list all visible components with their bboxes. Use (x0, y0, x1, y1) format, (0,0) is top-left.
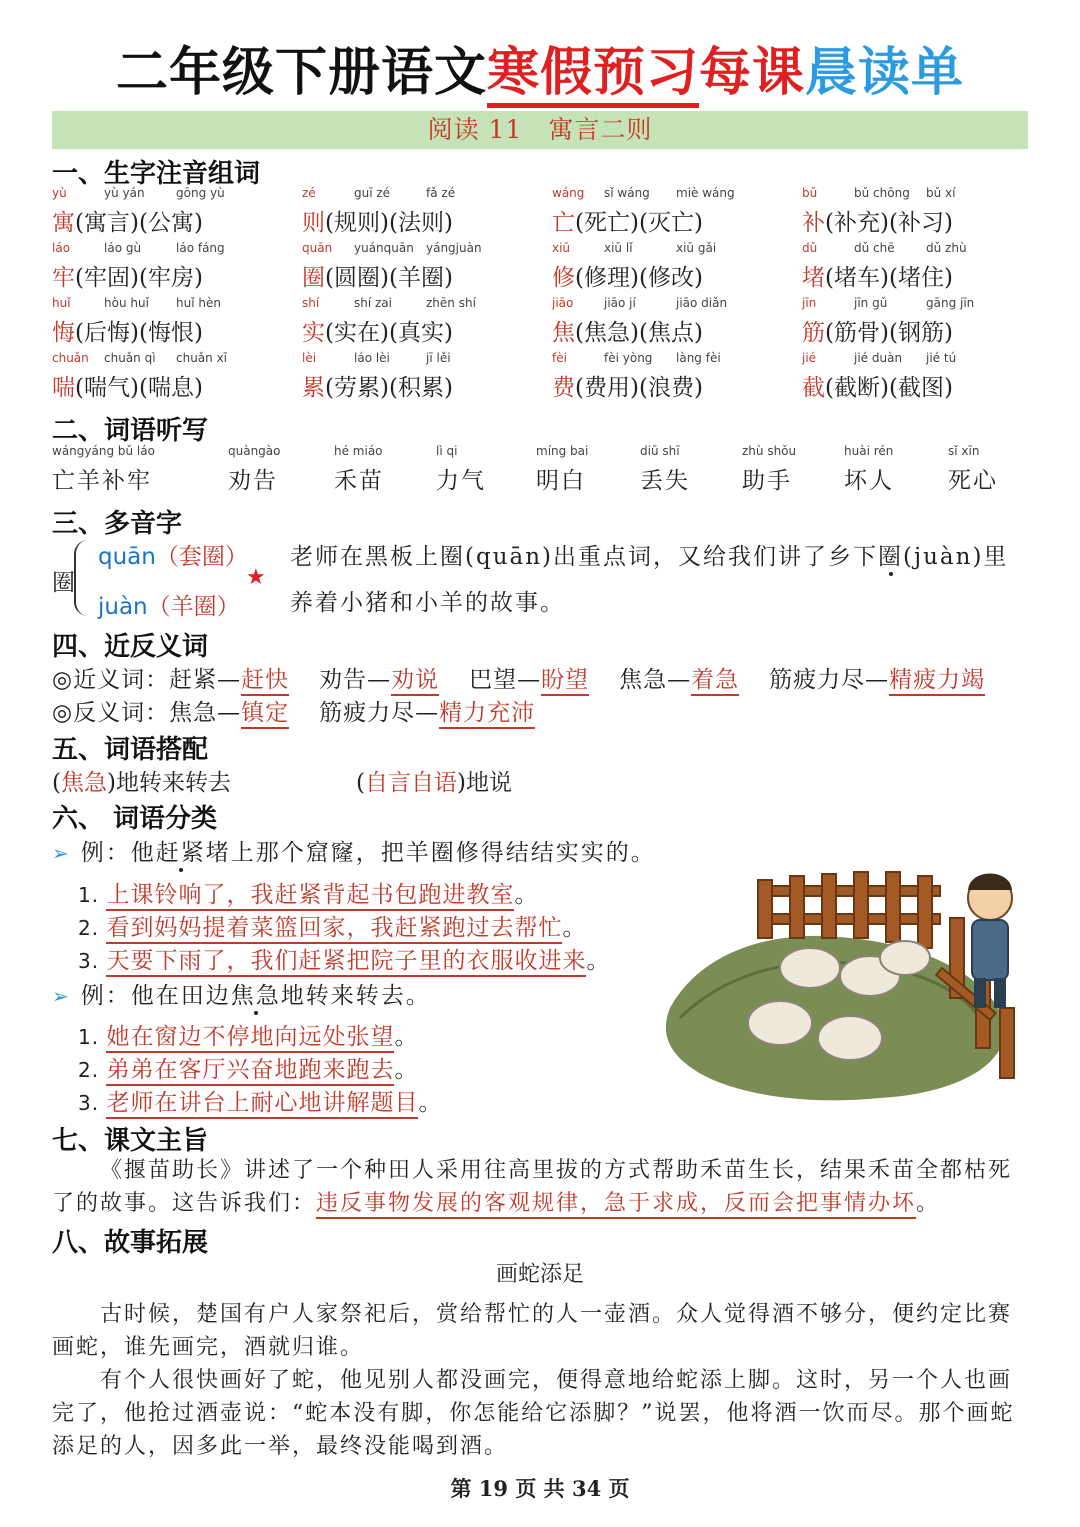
pinyin: láo fáng (176, 241, 225, 255)
dictation-item (742, 444, 796, 495)
paren: ( (75, 375, 84, 401)
antonym-pair (319, 700, 535, 726)
period: 。 (394, 1024, 419, 1050)
word: 禾苗 (334, 468, 384, 494)
target-char: 堵 (802, 265, 825, 291)
polyphone-reading-2: juàn（羊圈） (98, 594, 240, 620)
pinyin: quàngào (228, 444, 281, 458)
synonym-pair (169, 667, 289, 693)
antonym-pair (169, 700, 289, 726)
paren: ) (193, 210, 203, 236)
char-entry (52, 186, 246, 237)
char-words (802, 259, 996, 292)
theme-paragraph: 《揠苗助长》讲述了一个种田人采用往高里拔的方式帮助禾苗生长，结果禾苗全都枯死了的故事。这告诉我们：违反事物发展的客观规律，急于求成，反而会把事情办坏。 (52, 1154, 1030, 1220)
word: 寓言 (83, 210, 130, 236)
paren: ) (943, 210, 953, 236)
word: 筋疲力尽— (769, 667, 890, 693)
char-entry (302, 186, 496, 237)
char-words (802, 314, 996, 347)
pinyin: xiū lǐ (604, 241, 633, 255)
story-paragraph-2: 有个人很快画好了蛇，他见别人都没画完，便得意地给蛇添上脚。这时，另一个人也画完了，他抢过酒壶说：“蛇本没有脚，你怎能给它添脚？”说罢，他将酒一饮而尽。那个画蛇添足的人，因多此一举，最终没能喝到酒。 (52, 1368, 1015, 1459)
pinyin: zhēn shí (426, 296, 476, 310)
target-char: 喘 (52, 375, 75, 401)
dictation-item (334, 444, 384, 495)
word: 修改 (647, 265, 694, 291)
section-heading-5: 五、词语搭配 (52, 735, 209, 765)
word: 浪费 (647, 375, 694, 401)
paren: ( (825, 265, 834, 291)
answer-sentence: 她在窗边不停地向远处张望 (106, 1024, 394, 1053)
char-words (52, 369, 246, 402)
pinyin: jiāo diǎn (676, 296, 728, 310)
word: 筋疲力尽— (319, 700, 440, 726)
word: 劝告— (319, 667, 392, 693)
word: 截断 (833, 375, 880, 401)
paren: ( (325, 320, 334, 346)
pinyin-row (52, 241, 246, 259)
brace-icon (74, 540, 90, 616)
word: 焦急— (619, 667, 692, 693)
word: 焦点 (647, 320, 694, 346)
word: 费用 (583, 375, 630, 401)
list-number: 3. (78, 949, 107, 973)
word: 牢房 (147, 265, 194, 291)
pinyin: dǔ zhù (926, 241, 967, 255)
paren: )( (879, 320, 898, 346)
pinyin: làng fèi (676, 351, 721, 365)
pinyin: yù (52, 186, 67, 200)
char-entry (52, 241, 246, 292)
paren: )( (879, 265, 898, 291)
word: 悔恨 (147, 320, 194, 346)
target-char: 费 (552, 375, 575, 401)
pinyin: diū shī (640, 444, 680, 458)
list-item (78, 942, 610, 975)
period: 。 (394, 1057, 419, 1083)
section-heading-7: 七、课文主旨 (52, 1126, 209, 1156)
star-icon: ★ (246, 565, 266, 590)
paren: )( (129, 320, 148, 346)
word: 堵住 (897, 265, 944, 291)
char-words (52, 204, 246, 237)
antonyms-row: ◎反义词：焦急—镇定 筋疲力尽—精力充沛 (52, 694, 565, 727)
collocation-right: (自言自语)地说 (356, 770, 512, 796)
word: 筋骨 (833, 320, 880, 346)
list-item (78, 876, 538, 909)
word: 喘气 (83, 375, 130, 401)
target-char: 实 (302, 320, 325, 346)
char-words (302, 369, 496, 402)
paren: ) (443, 265, 453, 291)
target-char: 筋 (802, 320, 825, 346)
pinyin: lì qi (436, 444, 458, 458)
list-item (78, 1018, 418, 1051)
word: 羊圈 (397, 265, 444, 291)
target-char: 累 (302, 375, 325, 401)
arrow-icon: ➢ (52, 841, 71, 865)
word: 公寓 (147, 210, 194, 236)
page-title: 二年级下册语文寒假预习每课晨读单 (0, 30, 1080, 105)
pinyin: chuǎn qì (104, 351, 156, 365)
polyphone-sentence-2: 养着小猪和小羊的故事。 (290, 590, 565, 616)
collocation-left: (焦急)地转来转去 (52, 770, 231, 796)
pinyin: hé miáo (334, 444, 383, 458)
pinyin: shí (302, 296, 320, 310)
pinyin-row (302, 296, 496, 314)
pinyin: xiū (552, 241, 571, 255)
word: 死亡 (583, 210, 630, 236)
char-entry (302, 351, 496, 402)
dictation-item (436, 444, 486, 495)
list-number: 1. (78, 1025, 107, 1049)
pinyin: gāng jīn (926, 296, 975, 310)
word: 赶紧— (169, 667, 242, 693)
list-item (78, 1084, 442, 1117)
paren: )( (629, 375, 648, 401)
period: 。 (586, 948, 611, 974)
pinyin-row (52, 351, 246, 369)
paren: ) (193, 375, 203, 401)
char-entry (802, 351, 996, 402)
pinyin: guī zé (354, 186, 391, 200)
target-char: 补 (802, 210, 825, 236)
pinyin-row (802, 186, 996, 204)
paren: ) (193, 265, 203, 291)
word: 坏人 (844, 468, 894, 494)
answer: 赶快 (241, 667, 289, 696)
dictation-item (844, 444, 894, 495)
char-words (552, 204, 746, 237)
char-words (52, 259, 246, 292)
char-entry (52, 296, 246, 347)
section-heading-8: 八、故事拓展 (52, 1228, 209, 1258)
section-heading-6: 六、 词语分类 (52, 804, 218, 834)
word: 钢筋 (897, 320, 944, 346)
answer: 精疲力竭 (889, 667, 985, 696)
list-item (78, 1051, 418, 1084)
char-entry (552, 186, 746, 237)
pinyin-row (552, 186, 746, 204)
pinyin: lèi (302, 351, 317, 365)
paren: ) (443, 210, 453, 236)
char-words (302, 259, 496, 292)
pinyin: yángjuàn (426, 241, 482, 255)
dictation-item (948, 444, 998, 495)
pinyin-row (802, 241, 996, 259)
word: 圆圈 (333, 265, 380, 291)
pinyin: fèi (552, 351, 567, 365)
pinyin: huǐ hèn (176, 296, 221, 310)
answer: 劝说 (391, 667, 439, 696)
word: 明白 (536, 468, 586, 494)
pinyin: huài rén (844, 444, 894, 458)
period: 。 (562, 915, 587, 941)
arrow-icon: ➢ (52, 984, 71, 1008)
answer: 精力充沛 (439, 700, 535, 729)
story-title: 画蛇添足 (495, 1262, 584, 1287)
list-number: 2. (78, 1058, 107, 1082)
char-words (802, 369, 996, 402)
char-words (802, 204, 996, 237)
char-words (302, 314, 496, 347)
pinyin: jīn gǔ (854, 296, 888, 310)
pinyin-row (52, 186, 246, 204)
paren: )( (129, 375, 148, 401)
paren: )( (879, 375, 898, 401)
word: 劳累 (333, 375, 380, 401)
pinyin: láo (52, 241, 71, 255)
polyphone-reading-1: quān（套圈） (98, 544, 248, 570)
pinyin: sǐ xīn (948, 444, 980, 458)
char-entry (552, 351, 746, 402)
answer: 镇定 (241, 700, 289, 729)
word: 喘息 (147, 375, 194, 401)
pinyin: dǔ chē (854, 241, 895, 255)
pinyin: jiāo jí (604, 296, 636, 310)
paren: )( (879, 210, 898, 236)
word: 焦急 (583, 320, 630, 346)
paren: ( (75, 265, 84, 291)
pinyin-row (802, 351, 996, 369)
pinyin: hòu huǐ (104, 296, 149, 310)
paren: )( (379, 320, 398, 346)
paren: ( (325, 375, 334, 401)
paren: )( (629, 320, 648, 346)
pinyin: bǔ (802, 186, 818, 200)
pinyin-row (302, 186, 496, 204)
section-heading-1: 一、生字注音组词 (52, 159, 261, 189)
pinyin: láo lèi (354, 351, 390, 365)
word: 亡羊补牢 (52, 468, 152, 494)
paren: ) (693, 210, 703, 236)
word: 法则 (397, 210, 444, 236)
pinyin: jié tú (926, 351, 957, 365)
section-heading-3: 三、多音字 (52, 509, 183, 539)
pinyin: chuǎn xī (176, 351, 228, 365)
paren: ) (943, 265, 953, 291)
pinyin: bǔ xí (926, 186, 956, 200)
target-char: 截 (802, 375, 825, 401)
target-char: 圈 (302, 265, 325, 291)
list-number: 3. (78, 1091, 107, 1115)
target-char: 焦 (552, 320, 575, 346)
char-words (552, 314, 746, 347)
char-entry (52, 351, 246, 402)
story-paragraph-1: 古时候，楚国有户人家祭祀后，赏给帮忙的人一壶酒。众人觉得酒不够分，便约定比赛画蛇，谁先画完，酒就归谁。 (52, 1302, 1013, 1360)
pinyin: zé (302, 186, 316, 200)
target-char: 寓 (52, 210, 75, 236)
period: 。 (514, 882, 539, 908)
word: 真实 (397, 320, 444, 346)
word: 后悔 (83, 320, 130, 346)
pinyin: yuánquān (354, 241, 414, 255)
char-entry (802, 186, 996, 237)
paren: ) (943, 375, 953, 401)
paren: )( (629, 265, 648, 291)
paren: )( (129, 210, 148, 236)
pinyin-row (802, 296, 996, 314)
lesson-banner: 阅读 11 寓言二则 (52, 111, 1028, 149)
word: 巴望— (469, 667, 542, 693)
paren: ( (575, 375, 584, 401)
paren: ( (325, 265, 334, 291)
period: 。 (418, 1090, 443, 1116)
pinyin-row (52, 296, 246, 314)
pinyin: jī lěi (426, 351, 451, 365)
target-char: 悔 (52, 320, 75, 346)
pinyin: míng bai (536, 444, 589, 458)
word: 助手 (742, 468, 792, 494)
paren: ) (443, 320, 453, 346)
pinyin: quān (302, 241, 333, 255)
pinyin: wángyáng bǔ láo (52, 444, 155, 458)
char-entry (302, 241, 496, 292)
word: 补充 (833, 210, 880, 236)
synonyms-row: ◎近义词：赶紧—赶快 劝告—劝说 巴望—盼望 焦急—着急 筋疲力尽—精疲力竭 (52, 661, 1015, 694)
char-entry (802, 296, 996, 347)
target-char: 修 (552, 265, 575, 291)
word: 堵车 (833, 265, 880, 291)
paren: )( (629, 210, 648, 236)
word: 灭亡 (647, 210, 694, 236)
page-number: 第 19 页 共 34 页 (450, 1476, 630, 1501)
polyphone-sentence-1: 老师在黑板上圈(quān)出重点词，又给我们讲了乡下圈(juàn)里 (290, 544, 1009, 570)
paren: ) (693, 320, 703, 346)
pinyin-row (302, 241, 496, 259)
pinyin-row (552, 296, 746, 314)
char-entry (552, 296, 746, 347)
char-entry (552, 241, 746, 292)
dictation-item (52, 444, 155, 495)
pinyin-row (302, 351, 496, 369)
pinyin: fèi yòng (604, 351, 653, 365)
char-words (52, 314, 246, 347)
list-item (78, 909, 586, 942)
paren: ( (825, 320, 834, 346)
word: 牢固 (83, 265, 130, 291)
word: 焦急— (169, 700, 242, 726)
synonym-pair (469, 667, 589, 693)
paren: ( (75, 320, 84, 346)
pinyin-row (552, 241, 746, 259)
pinyin: fǎ zé (426, 186, 456, 200)
answer: 盼望 (541, 667, 589, 696)
target-char: 牢 (52, 265, 75, 291)
pinyin: xiū gǎi (676, 241, 717, 255)
word: 实在 (333, 320, 380, 346)
answer-sentence: 上课铃响了，我赶紧背起书包跑进教室 (106, 882, 514, 911)
dictation-item (536, 444, 588, 495)
word: 补习 (897, 210, 944, 236)
paren: ( (825, 210, 834, 236)
pinyin: jié duàn (854, 351, 903, 365)
synonym-pair (619, 667, 739, 693)
pinyin: jīn (802, 296, 817, 310)
answer-sentence: 天要下雨了，我们赶紧把院子里的衣服收进来 (106, 948, 586, 977)
paren: ( (575, 265, 584, 291)
paren: ) (693, 265, 703, 291)
fable-illustration (660, 858, 1040, 1108)
paren: ( (575, 320, 584, 346)
paren: ) (193, 320, 203, 346)
pinyin: bǔ chōng (854, 186, 910, 200)
pinyin: jiāo (552, 296, 574, 310)
word: 劝告 (228, 468, 278, 494)
example-1: ➢ 例：他赶紧堵上那个窟窿，把羊圈修得结结实实的。 (52, 840, 656, 866)
example-2: ➢ 例：他在田边焦急地转来转去。 (52, 983, 431, 1009)
pinyin: yù yán (104, 186, 145, 200)
synonym-pair (319, 667, 439, 693)
word: 积累 (397, 375, 444, 401)
answer: 着急 (691, 667, 739, 696)
char-words (552, 369, 746, 402)
char-entry (302, 296, 496, 347)
list-number: 2. (78, 916, 107, 940)
char-words (302, 204, 496, 237)
paren: )( (379, 265, 398, 291)
pinyin: zhù shǒu (742, 444, 797, 458)
dictation-item (640, 444, 690, 495)
synonym-pair (769, 667, 985, 693)
answer-sentence: 看到妈妈提着菜篮回家，我赶紧跑过去帮忙 (106, 915, 562, 944)
word: 截图 (897, 375, 944, 401)
word: 规则 (333, 210, 380, 236)
char-words (552, 259, 746, 292)
answer-sentence: 弟弟在客厅兴奋地跑来跑去 (106, 1057, 394, 1086)
paren: ( (75, 210, 84, 236)
paren: )( (379, 375, 398, 401)
pinyin: huǐ (52, 296, 71, 310)
paren: ) (943, 320, 953, 346)
paren: )( (379, 210, 398, 236)
paren: ( (825, 375, 834, 401)
word: 死心 (948, 468, 998, 494)
word: 丢失 (640, 468, 690, 494)
pinyin: miè wáng (676, 186, 735, 200)
paren: )( (129, 265, 148, 291)
char-entry (802, 241, 996, 292)
section-heading-2: 二、词语听写 (52, 416, 209, 446)
paren: ( (575, 210, 584, 236)
pinyin: dǔ (802, 241, 818, 255)
list-number: 1. (78, 883, 107, 907)
pinyin: jié (802, 351, 817, 365)
paren: ) (693, 375, 703, 401)
target-char: 则 (302, 210, 325, 236)
paren: ) (443, 375, 453, 401)
pinyin: wáng (552, 186, 585, 200)
pinyin: láo gù (104, 241, 142, 255)
paren: ( (325, 210, 334, 236)
pinyin-row (552, 351, 746, 369)
section-heading-4: 四、近反义词 (52, 632, 209, 662)
pinyin: sǐ wáng (604, 186, 650, 200)
pinyin: shí zai (354, 296, 392, 310)
answer-sentence: 老师在讲台上耐心地讲解题目 (106, 1090, 418, 1119)
polyphone-char: 圈 (52, 570, 75, 596)
pinyin: gōng yù (176, 186, 225, 200)
target-char: 亡 (552, 210, 575, 236)
word: 修理 (583, 265, 630, 291)
pinyin: chuǎn (52, 351, 89, 365)
word: 力气 (436, 468, 486, 494)
dictation-item (228, 444, 281, 495)
